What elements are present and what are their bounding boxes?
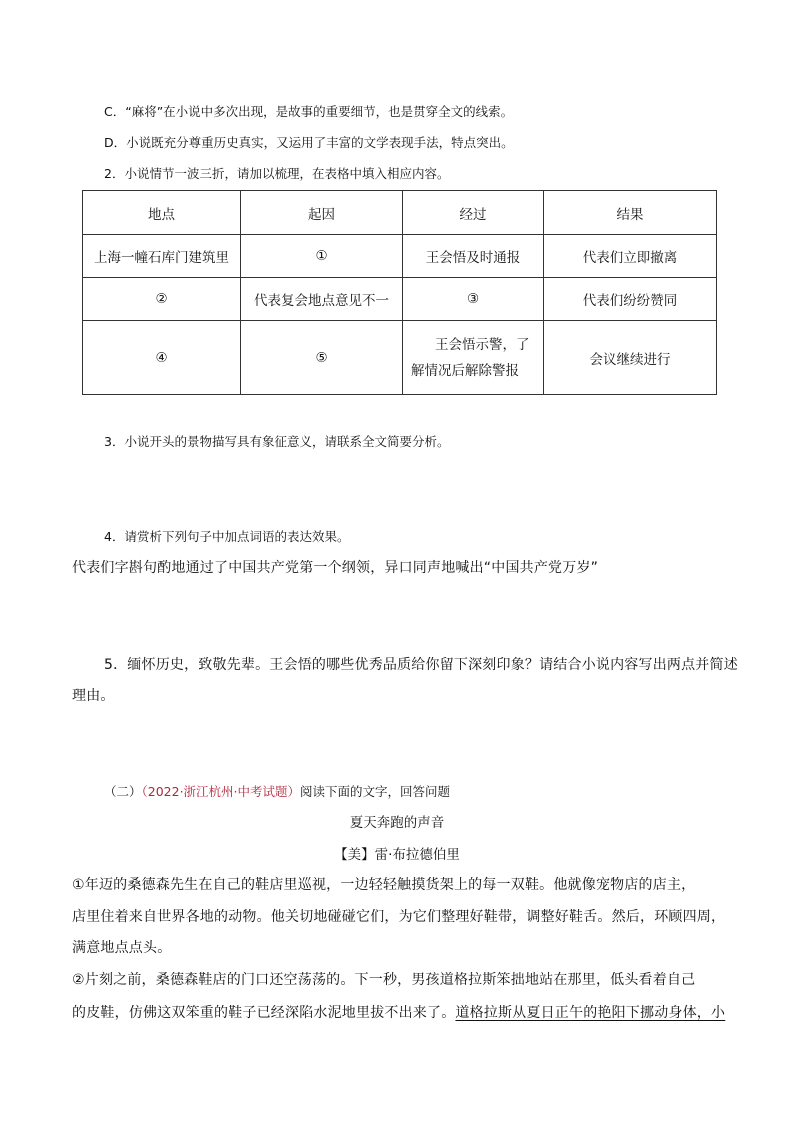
source-citation: （2022·浙江杭州·中考试题） <box>141 784 301 799</box>
table-cell: 上海一幢石库门建筑里 <box>83 235 241 278</box>
cell-line: 解情况后解除警报 <box>411 362 519 379</box>
section-label: （二） <box>104 784 142 799</box>
table-cell-warning <box>403 321 544 395</box>
paragraph-1-line: 店里住着来自世界各地的动物。他关切地碰碰它们，为它们整理好鞋带，调整好鞋舌。然后，环顾四周， <box>72 909 726 925</box>
cell-line: 王会悟示警，了 <box>435 336 530 353</box>
table-row <box>83 321 717 395</box>
story-title: 夏天奔跑的声音 <box>349 815 445 831</box>
blank-4[interactable]: ④ <box>83 321 241 395</box>
blank-1[interactable]: ① <box>241 235 403 278</box>
blank-3[interactable]: ③ <box>403 278 544 321</box>
paragraph-text: 的皮鞋，仿佛这双笨重的鞋子已经深陷水泥地里拔不出来了。 <box>72 1005 456 1021</box>
story-author: 【美】雷·布拉德伯里 <box>334 847 460 863</box>
blank-5[interactable]: ⑤ <box>241 321 403 395</box>
paragraph-2-line <box>72 1003 725 1023</box>
question-2-prompt: 2．小说情节一波三折，请加以梳理，在表格中填入相应内容。 <box>104 166 450 181</box>
blank-2[interactable]: ② <box>83 278 241 321</box>
table-cell: 代表复会地点意见不一 <box>241 278 403 321</box>
option-d: D．小说既充分尊重历史真实，又运用了丰富的文学表现手法，特点突出。 <box>104 135 514 150</box>
header-cause: 起因 <box>241 191 403 235</box>
question-5-prompt: 5．缅怀历史，致敬先辈。王会悟的哪些优秀品质给你留下深刻印象？请结合小说内容写出两点并简述 <box>104 657 738 673</box>
table-row <box>83 235 717 278</box>
question-3-prompt: 3．小说开头的景物描写具有象征意义，请联系全文简要分析。 <box>104 434 450 449</box>
header-result: 结果 <box>544 191 717 235</box>
table-row <box>83 278 717 321</box>
underlined-sentence: 道格拉斯从夏日正午的艳阳下挪动身体，小 <box>455 1005 726 1021</box>
table-cell: 代表们立即撤离 <box>544 235 717 278</box>
question-5-prompt-cont: 理由。 <box>72 688 115 704</box>
table-cell: 会议继续进行 <box>544 321 717 395</box>
header-location: 地点 <box>83 191 241 235</box>
question-4-prompt: 4．请赏析下列句子中加点词语的表达效果。 <box>104 529 350 544</box>
section-instruction: 阅读下面的文字，回答问题 <box>300 784 451 799</box>
paragraph-1-line: 满意地点点头。 <box>72 940 172 956</box>
header-process: 经过 <box>403 191 544 235</box>
paragraph-1-line: ①年迈的桑德森先生在自己的鞋店里巡视，一边轻轻触摸货架上的每一双鞋。他就像宠物店的店主， <box>72 877 696 893</box>
table-cell: 代表们纷纷赞同 <box>544 278 717 321</box>
option-c: C．“麻将”在小说中多次出现，是故事的重要细节，也是贯穿全文的线索。 <box>104 104 514 119</box>
table-header-row <box>83 191 717 235</box>
paragraph-2-line: ②片刻之前，桑德森鞋店的门口还空荡荡的。下一秒，男孩道格拉斯笨拙地站在那里，低头看着自己 <box>72 972 696 988</box>
plot-table <box>82 190 717 395</box>
question-4-sentence: 代表们字斟句酌地通过了中国共产党第一个纲领，异口同声地喊出“中国共产党万岁” <box>72 560 599 576</box>
section-2-heading <box>104 782 450 802</box>
table-cell: 王会悟及时通报 <box>403 235 544 278</box>
